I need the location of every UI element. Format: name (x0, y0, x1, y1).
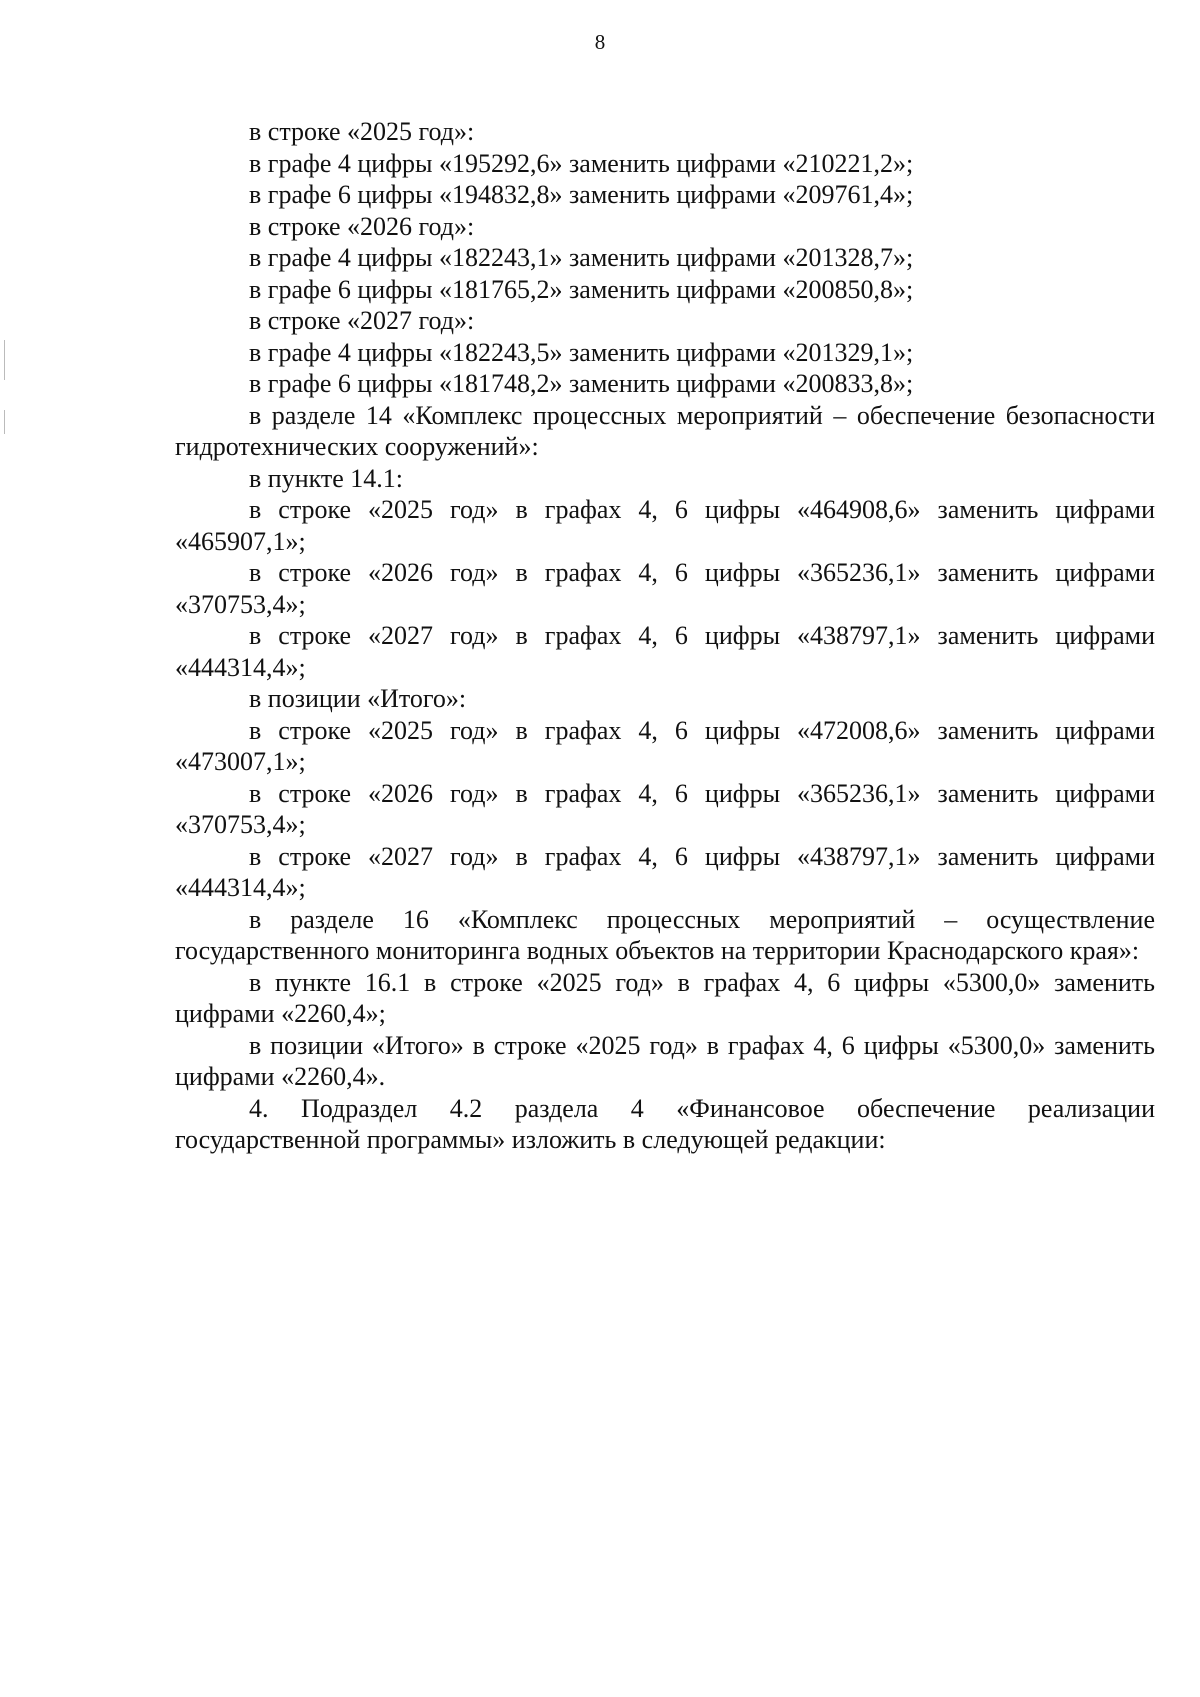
paragraph: в графе 6 цифры «181748,2» заменить цифрами «200833,8»; (249, 369, 914, 398)
paragraph: в графе 4 цифры «195292,6» заменить цифрами «210221,2»; (249, 148, 914, 178)
paragraph: в позиции «Итого»: (249, 684, 467, 713)
paragraph: в строке «2027 год» в графах 4, 6 цифры «438797,1» заменить цифрами «444314,4»; (175, 841, 1155, 902)
paragraph: в строке «2026 год» в графах 4, 6 цифры «365236,1» заменить цифрами «370753,4»; (175, 778, 1155, 839)
paragraph: в графе 6 цифры «181765,2» заменить цифрами «200850,8»; (249, 274, 914, 304)
paragraph: в разделе 16 «Комплекс процессных мероприятий – осуществление государственного мониторинга водных объектов на территории Краснодарского края»: (175, 904, 1155, 965)
paragraph: в строке «2025 год» в графах 4, 6 цифры «472008,6» заменить цифрами «473007,1»; (175, 715, 1155, 776)
scan-artifact (4, 410, 5, 434)
paragraph: в пункте 14.1: (249, 463, 404, 493)
paragraph: в строке «2026 год»: (249, 211, 475, 241)
paragraph: в разделе 14 «Комплекс процессных мероприятий – обеспечение безопасности гидротехнических сооружений»: (175, 400, 1155, 461)
paragraph: в строке «2025 год» в графах 4, 6 цифры «464908,6» заменить цифрами «465907,1»; (175, 495, 1155, 556)
paragraph: в графе 6 цифры «194832,8» заменить цифрами «209761,4»; (249, 180, 914, 209)
paragraph: в пункте 16.1 в строке «2025 год» в графах 4, 6 цифры «5300,0» заменить цифрами «2260,4»; (175, 967, 1155, 1028)
paragraph: в строке «2026 год» в графах 4, 6 цифры «365236,1» заменить цифрами «370753,4»; (175, 558, 1155, 619)
page-number: 8 (594, 30, 606, 54)
paragraph: в графе 4 цифры «182243,1» заменить цифрами «201328,7»; (249, 243, 914, 272)
paragraph: в строке «2027 год»: (249, 306, 475, 335)
paragraph: 4. Подраздел 4.2 раздела 4 «Финансовое обеспечение реализации государственной программы» изложить в следующей редакции: (175, 1093, 1155, 1154)
paragraph: в строке «2027 год» в графах 4, 6 цифры «438797,1» заменить цифрами «444314,4»; (175, 621, 1155, 682)
document-body (175, 116, 1155, 1156)
paragraph: в графе 4 цифры «182243,5» заменить цифрами «201329,1»; (249, 337, 914, 367)
scan-artifact (4, 340, 5, 380)
paragraph: в строке «2025 год»: (249, 117, 475, 146)
paragraph: в позиции «Итого» в строке «2025 год» в графах 4, 6 цифры «5300,0» заменить цифрами «2260,4». (175, 1030, 1155, 1091)
